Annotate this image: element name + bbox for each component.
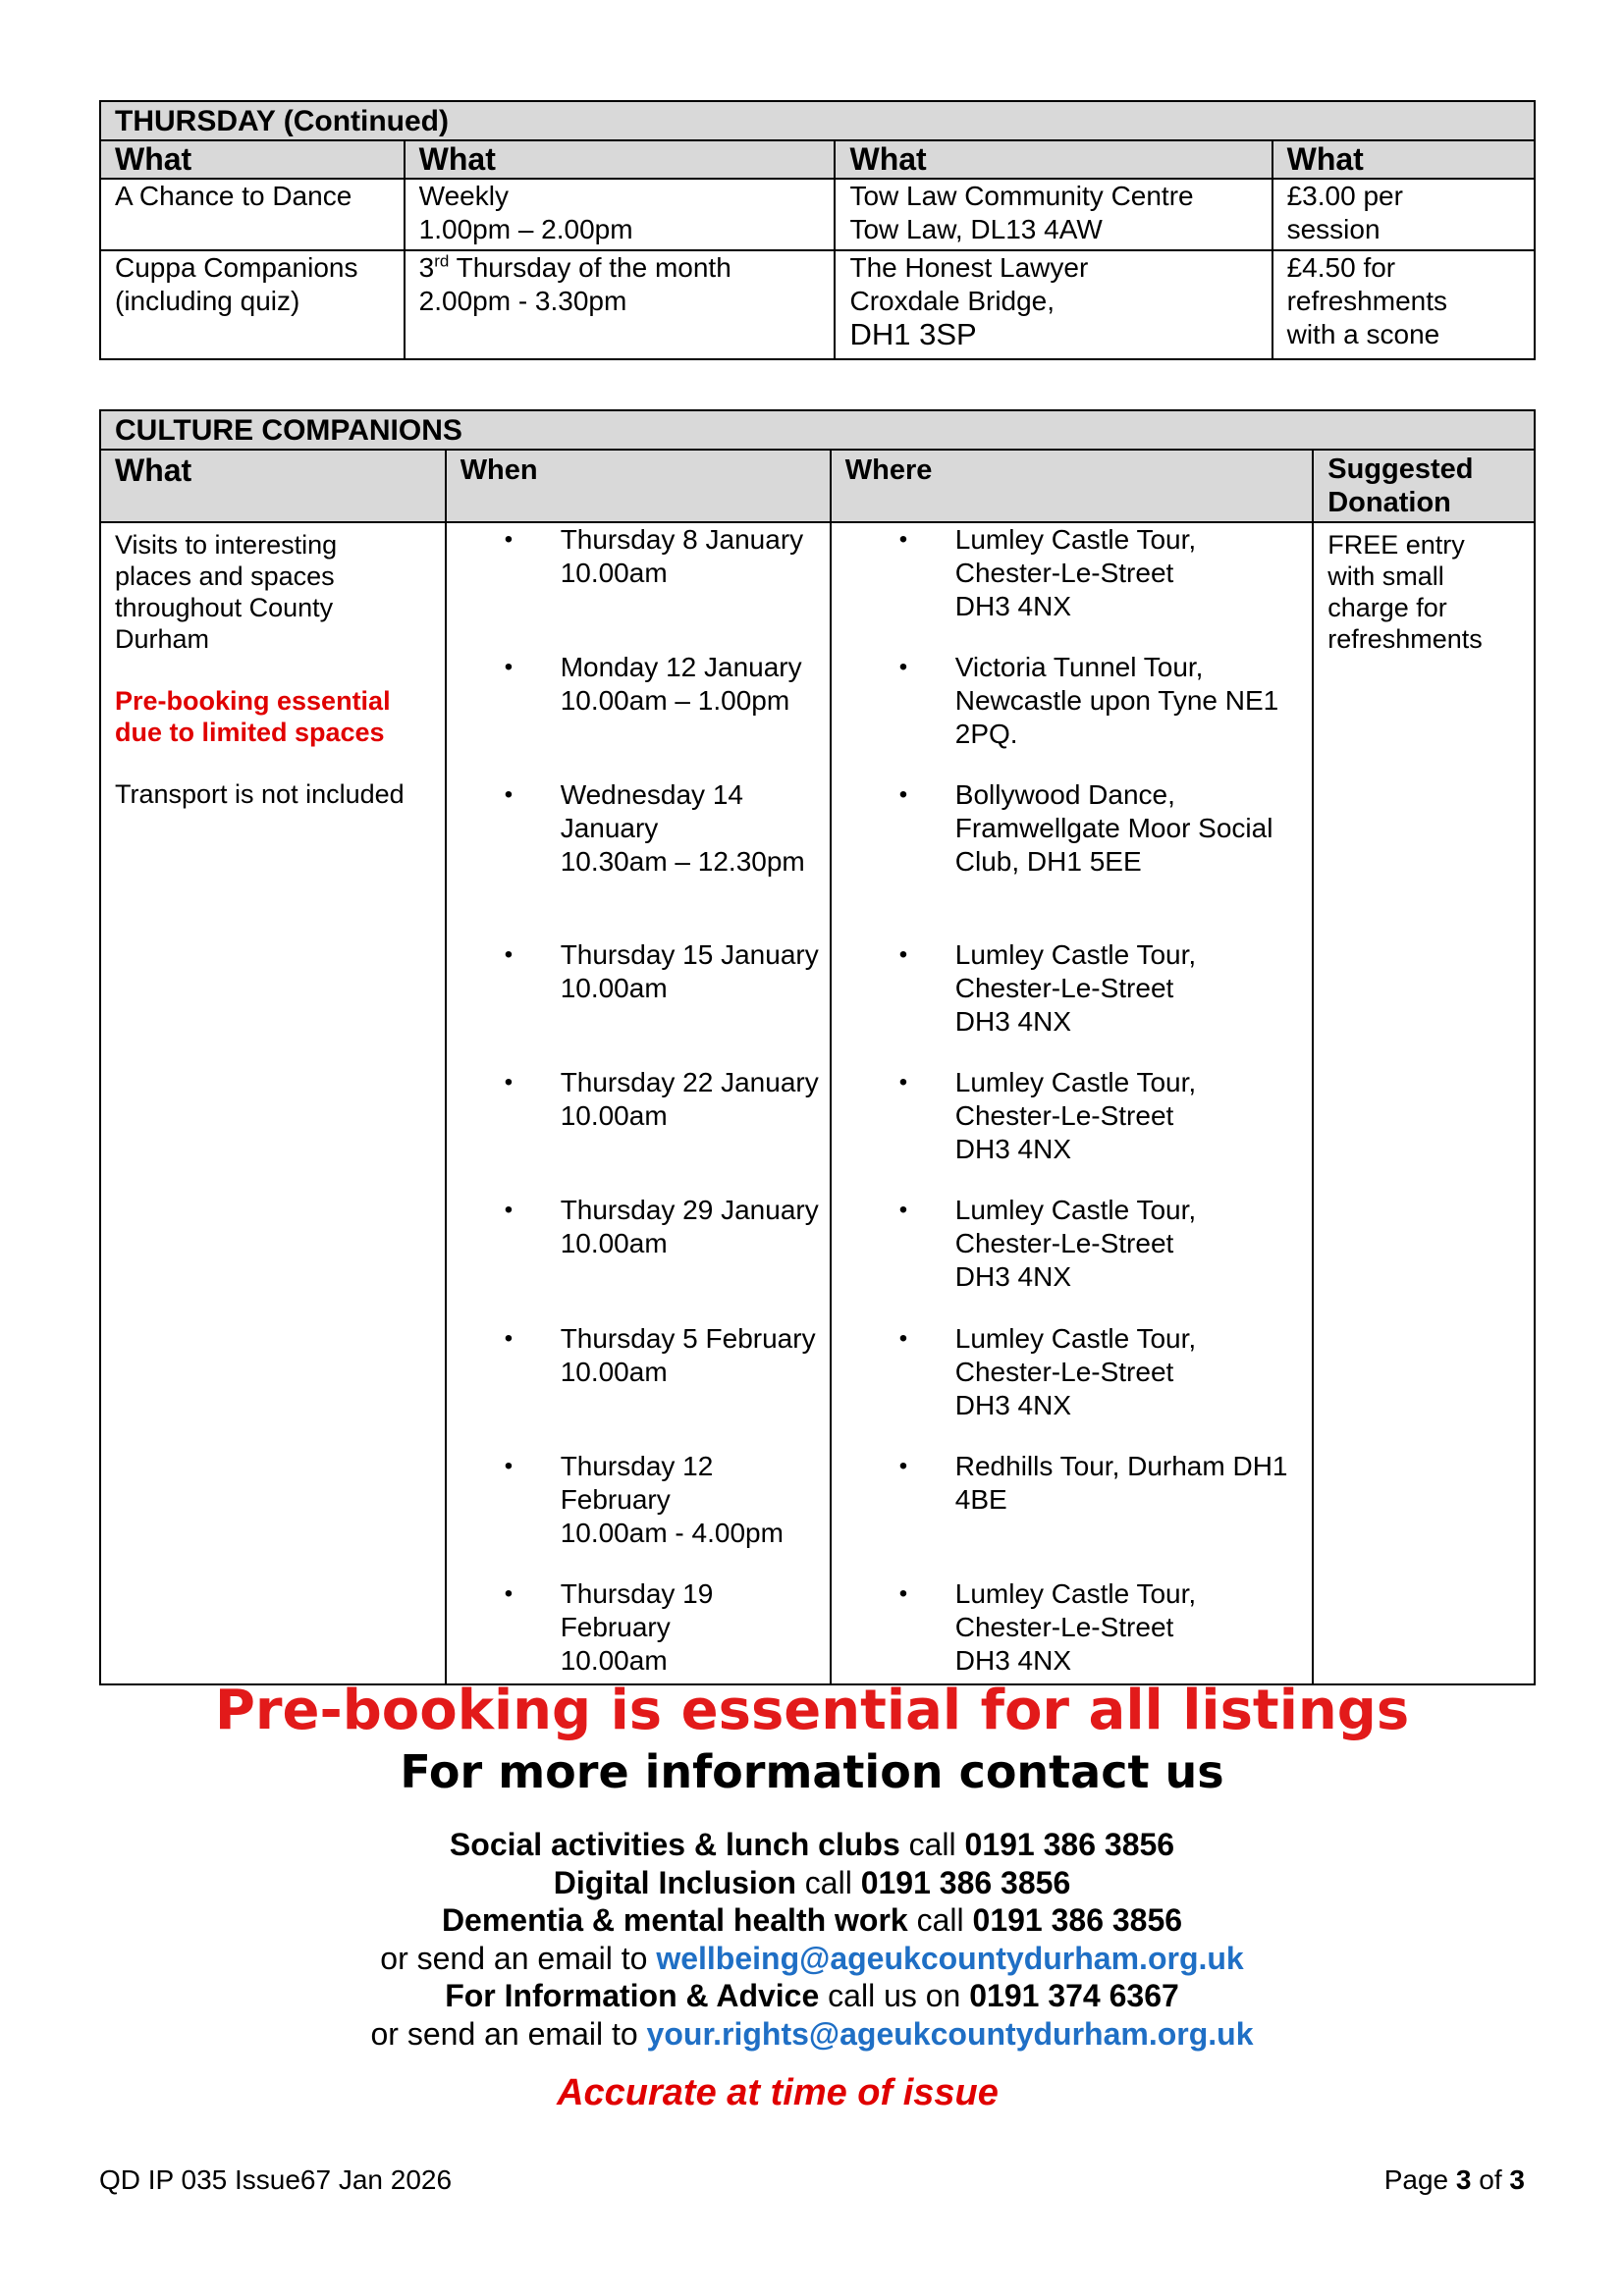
where-cell — [831, 522, 1313, 1684]
venue-text: Lumley Castle Tour, Chester-Le-Street DH3 4NX — [954, 939, 1197, 1037]
contact-line-email-1: or send an email to wellbeing@ageukcountydurham.org.uk — [380, 1940, 1244, 1976]
bullet-icon: • — [504, 941, 514, 968]
bullet-icon: • — [898, 1069, 908, 1095]
date-text: Thursday 22 January 10.00am — [560, 1067, 819, 1131]
activity-when: Weekly 1.00pm – 2.00pm — [405, 179, 836, 250]
column-header-cost: What — [1272, 140, 1535, 179]
bullet-icon: • — [504, 1069, 514, 1095]
thursday-continued-table — [99, 100, 1536, 360]
activity-where: The Honest Lawyer Croxdale Bridge, DH1 3SP — [835, 250, 1272, 359]
bullet-icon: • — [898, 526, 908, 553]
venue-text: Redhills Tour, Durham DH1 4BE — [954, 1451, 1288, 1515]
venue-text: Lumley Castle Tour, Chester-Le-Street DH3 4NX — [954, 1067, 1197, 1164]
wellbeing-email-link[interactable]: wellbeing@ageukcountydurham.org.uk — [656, 1940, 1244, 1976]
contact-heading: For more information contact us — [400, 1745, 1224, 1798]
activity-where: Tow Law Community Centre Tow Law, DL13 4AW — [835, 179, 1272, 250]
accuracy-note: Accurate at time of issue — [557, 2072, 999, 2113]
column-header-where: Where — [831, 450, 1313, 522]
bullet-icon: • — [504, 1453, 514, 1479]
date-text: Monday 12 January 10.00am – 1.00pm — [560, 652, 802, 716]
column-header-where: What — [835, 140, 1272, 179]
prebooking-banner: Pre-booking is essential for all listings — [214, 1679, 1410, 1742]
bullet-icon: • — [504, 654, 514, 680]
venue-text: Lumley Castle Tour, Chester-Le-Street DH3 4NX — [954, 524, 1197, 621]
contact-line-dementia: Dementia & mental health work call 0191 386 3856 — [441, 1902, 1183, 1938]
contact-details — [0, 1826, 1624, 2053]
when-cell — [446, 522, 831, 1684]
venue-text: Lumley Castle Tour, Chester-Le-Street DH3 4NX — [954, 1195, 1197, 1292]
column-header-when: When — [446, 450, 831, 522]
activity-when: 3rd Thursday of the month 2.00pm - 3.30pm — [405, 250, 836, 359]
contact-line-email-2: or send an email to your.rights@ageukcountydurham.org.uk — [370, 2015, 1254, 2052]
bullet-icon: • — [898, 1197, 908, 1223]
bullet-icon: • — [898, 1453, 908, 1479]
dates-list — [447, 523, 830, 1678]
bullet-icon: • — [898, 1325, 908, 1352]
date-text: Thursday 12 February 10.00am - 4.00pm — [560, 1451, 784, 1548]
transport-note: Transport is not included — [115, 779, 405, 809]
venues-list — [832, 523, 1312, 1678]
what-cell — [100, 522, 446, 1684]
date-text: Thursday 5 February 10.00am — [560, 1323, 816, 1387]
column-header-what: What — [100, 140, 405, 179]
rights-email-link[interactable]: your.rights@ageukcountydurham.org.uk — [646, 2015, 1254, 2052]
bullet-icon: • — [898, 781, 908, 808]
table-title: THURSDAY (Continued) — [100, 101, 1535, 140]
donation-cell: FREE entry with small charge for refreshments — [1313, 522, 1535, 1684]
culture-companions-table — [99, 409, 1536, 1685]
activity-name: A Chance to Dance — [100, 179, 405, 250]
activity-cost: £3.00 per session — [1272, 179, 1535, 250]
bullet-icon: • — [504, 781, 514, 808]
table-row — [100, 179, 1535, 250]
activity-cost: £4.50 for refreshments with a scone — [1272, 250, 1535, 359]
date-text: Wednesday 14 January 10.30am – 12.30pm — [560, 779, 805, 877]
contact-line-digital: Digital Inclusion call 0191 386 3856 — [553, 1864, 1071, 1900]
bullet-icon: • — [898, 941, 908, 968]
bullet-icon: • — [504, 1197, 514, 1223]
activity-description: Visits to interesting places and spaces throughout County Durham — [115, 530, 338, 654]
column-header-donation: Suggested Donation — [1313, 450, 1535, 522]
venue-text: Victoria Tunnel Tour, Newcastle upon Tyne NE1 2PQ. — [954, 652, 1279, 749]
table-title: CULTURE COMPANIONS — [100, 410, 1535, 450]
bullet-icon: • — [504, 1580, 514, 1607]
column-header-what: What — [100, 450, 446, 522]
document-reference: QD IP 035 Issue67 Jan 2026 — [99, 2164, 453, 2195]
date-text: Thursday 19 February 10.00am — [560, 1578, 714, 1676]
table-row — [100, 250, 1535, 359]
bullet-icon: • — [504, 1325, 514, 1352]
column-header-when: What — [405, 140, 836, 179]
contact-line-advice: For Information & Advice call us on 0191 374 6367 — [445, 1978, 1179, 2013]
prebooking-notice: Pre-booking essential due to limited spaces — [115, 686, 391, 747]
bullet-icon: • — [898, 1580, 908, 1607]
bullet-icon: • — [504, 526, 514, 553]
date-text: Thursday 29 January 10.00am — [560, 1195, 819, 1258]
contact-line-social: Social activities & lunch clubs call 0191 386 3856 — [449, 1827, 1175, 1862]
activity-name: Cuppa Companions (including quiz) — [100, 250, 405, 359]
date-text: Thursday 15 January 10.00am — [560, 939, 819, 1003]
venue-text: Lumley Castle Tour, Chester-Le-Street DH3 4NX — [954, 1578, 1197, 1676]
venue-text: Lumley Castle Tour, Chester-Le-Street DH3 4NX — [954, 1323, 1197, 1420]
page-number: Page 3 of 3 — [1383, 2164, 1525, 2195]
table-row — [100, 522, 1535, 1684]
venue-text: Bollywood Dance, Framwellgate Moor Social Club, DH1 5EE — [954, 779, 1273, 877]
bullet-icon: • — [898, 654, 908, 680]
date-text: Thursday 8 January 10.00am — [560, 524, 804, 588]
